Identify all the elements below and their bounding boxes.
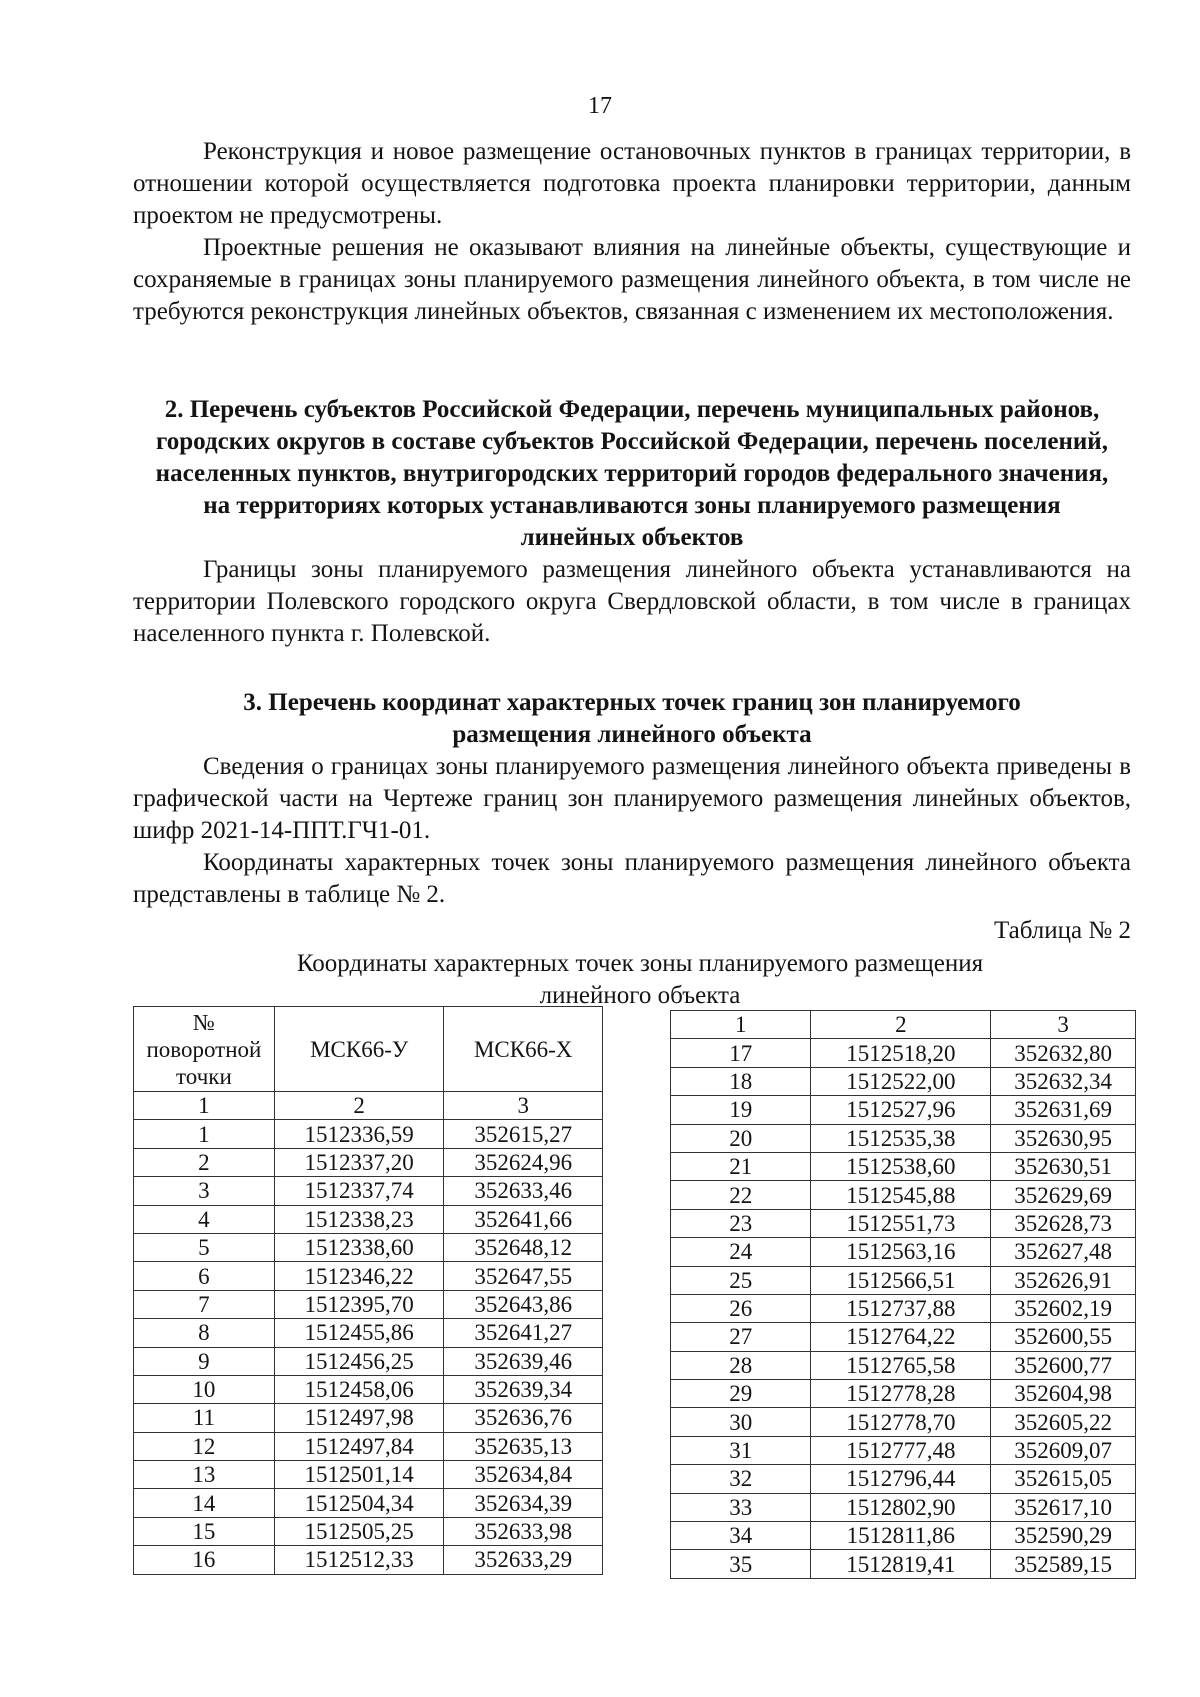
header-x: МСК66-Х <box>444 1007 603 1092</box>
table-row <box>671 1465 1136 1493</box>
table-row <box>134 1375 603 1403</box>
y-coordinate-cell: 1512337,20 <box>274 1148 444 1176</box>
y-coordinate-cell: 1512497,84 <box>274 1432 444 1460</box>
x-coordinate-cell: 352605,22 <box>991 1408 1136 1436</box>
point-number-cell: 27 <box>671 1323 811 1351</box>
point-number-cell: 11 <box>134 1404 275 1432</box>
y-coordinate-cell: 1512527,96 <box>811 1096 991 1124</box>
column-number: 3 <box>991 1011 1136 1039</box>
section-3-heading: 3. Перечень координат характерных точек границ зон планируемого размещения линейного объекта <box>243 689 1021 748</box>
x-coordinate-cell: 352639,46 <box>444 1347 603 1375</box>
point-number-cell: 4 <box>134 1205 275 1233</box>
page-number: 17 <box>588 93 612 119</box>
y-coordinate-cell: 1512497,98 <box>274 1404 444 1432</box>
table-row <box>134 1489 603 1517</box>
point-number-cell: 17 <box>671 1039 811 1067</box>
y-coordinate-cell: 1512737,88 <box>811 1294 991 1322</box>
y-coordinate-cell: 1512819,41 <box>811 1550 991 1578</box>
x-coordinate-cell: 352615,05 <box>991 1465 1136 1493</box>
intro-section <box>133 136 1131 328</box>
point-number-cell: 15 <box>134 1517 275 1545</box>
table-row <box>671 1522 1136 1550</box>
y-coordinate-cell: 1512338,60 <box>274 1233 444 1261</box>
y-coordinate-cell: 1512811,86 <box>811 1522 991 1550</box>
x-coordinate-cell: 352636,76 <box>444 1404 603 1432</box>
point-number-cell: 25 <box>671 1266 811 1294</box>
coordinates-table-left <box>133 1006 603 1575</box>
table-row <box>671 1323 1136 1351</box>
point-number-cell: 9 <box>134 1347 275 1375</box>
header-point: № поворотной точки <box>134 1007 275 1092</box>
point-number-cell: 19 <box>671 1096 811 1124</box>
point-number-cell: 23 <box>671 1209 811 1237</box>
table-row <box>671 1266 1136 1294</box>
x-coordinate-cell: 352639,34 <box>444 1375 603 1403</box>
point-number-cell: 21 <box>671 1152 811 1180</box>
x-coordinate-cell: 352590,29 <box>991 1522 1136 1550</box>
y-coordinate-cell: 1512764,22 <box>811 1323 991 1351</box>
table-row <box>671 1294 1136 1322</box>
column-number: 1 <box>134 1092 275 1120</box>
table-title-line-2: линейного объекта <box>539 982 741 1009</box>
point-number-cell: 13 <box>134 1461 275 1489</box>
y-coordinate-cell: 1512518,20 <box>811 1039 991 1067</box>
coordinates-table-right <box>670 1010 1136 1579</box>
x-coordinate-cell: 352632,34 <box>991 1067 1136 1095</box>
y-coordinate-cell: 1512522,00 <box>811 1067 991 1095</box>
y-coordinate-cell: 1512765,58 <box>811 1351 991 1379</box>
x-coordinate-cell: 352628,73 <box>991 1209 1136 1237</box>
column-number: 2 <box>274 1092 444 1120</box>
x-coordinate-cell: 352648,12 <box>444 1233 603 1261</box>
point-number-cell: 5 <box>134 1233 275 1261</box>
y-coordinate-cell: 1512563,16 <box>811 1238 991 1266</box>
x-coordinate-cell: 352604,98 <box>991 1380 1136 1408</box>
y-coordinate-cell: 1512504,34 <box>274 1489 444 1517</box>
x-coordinate-cell: 352609,07 <box>991 1436 1136 1464</box>
x-coordinate-cell: 352634,84 <box>444 1461 603 1489</box>
table-label: Таблица № 2 <box>993 917 1131 944</box>
table-row <box>671 1550 1136 1578</box>
point-number-cell: 14 <box>134 1489 275 1517</box>
table-row <box>671 1181 1136 1209</box>
table-row <box>671 1436 1136 1464</box>
table-title-line-1: Координаты характерных точек зоны планируемого размещения <box>296 950 984 977</box>
section-2-heading: 2. Перечень субъектов Российской Федерации, перечень муниципальных районов, городских округов в составе субъектов Российской Федерации, перечень поселений, населенных пунктов, внутригородских территорий городов федерального значения, на территориях которых устанавливаются зоны планируемого размещения линейных объектов <box>155 396 1109 551</box>
x-coordinate-cell: 352633,29 <box>444 1546 603 1574</box>
y-coordinate-cell: 1512512,33 <box>274 1546 444 1574</box>
x-coordinate-cell: 352624,96 <box>444 1148 603 1176</box>
x-coordinate-cell: 352600,55 <box>991 1323 1136 1351</box>
table-row <box>671 1408 1136 1436</box>
column-number-row <box>671 1011 1136 1039</box>
table-row <box>671 1039 1136 1067</box>
y-coordinate-cell: 1512346,22 <box>274 1262 444 1290</box>
y-coordinate-cell: 1512535,38 <box>811 1124 991 1152</box>
point-number-cell: 12 <box>134 1432 275 1460</box>
column-number: 3 <box>444 1092 603 1120</box>
x-coordinate-cell: 352600,77 <box>991 1351 1136 1379</box>
table-row <box>671 1380 1136 1408</box>
table-row <box>134 1319 603 1347</box>
y-coordinate-cell: 1512778,28 <box>811 1380 991 1408</box>
section-3-paragraph-1: Сведения о границах зоны планируемого размещения линейного объекта приведены в графической части на Чертеже границ зон планируемого размещения линейных объектов, шифр 2021-14-ППТ.ГЧ1-01. <box>133 753 1131 844</box>
table-row <box>134 1546 603 1574</box>
point-number-cell: 28 <box>671 1351 811 1379</box>
point-number-cell: 26 <box>671 1294 811 1322</box>
table-row <box>134 1404 603 1432</box>
table-row <box>671 1209 1136 1237</box>
point-number-cell: 2 <box>134 1148 275 1176</box>
header-y: МСК66-У <box>274 1007 444 1092</box>
table-row <box>134 1432 603 1460</box>
point-number-cell: 16 <box>134 1546 275 1574</box>
table-row <box>671 1067 1136 1095</box>
point-number-cell: 32 <box>671 1465 811 1493</box>
y-coordinate-cell: 1512538,60 <box>811 1152 991 1180</box>
y-coordinate-cell: 1512337,74 <box>274 1177 444 1205</box>
point-number-cell: 31 <box>671 1436 811 1464</box>
x-coordinate-cell: 352633,46 <box>444 1177 603 1205</box>
x-coordinate-cell: 352615,27 <box>444 1120 603 1148</box>
section-3 <box>133 687 1131 911</box>
y-coordinate-cell: 1512505,25 <box>274 1517 444 1545</box>
column-number-row <box>134 1092 603 1120</box>
table-row <box>671 1152 1136 1180</box>
y-coordinate-cell: 1512456,25 <box>274 1347 444 1375</box>
header-row <box>134 1007 603 1092</box>
point-number-cell: 1 <box>134 1120 275 1148</box>
table-row <box>134 1177 603 1205</box>
point-number-cell: 10 <box>134 1375 275 1403</box>
table-row <box>671 1096 1136 1124</box>
y-coordinate-cell: 1512336,59 <box>274 1120 444 1148</box>
y-coordinate-cell: 1512802,90 <box>811 1493 991 1521</box>
point-number-cell: 30 <box>671 1408 811 1436</box>
table-row <box>134 1290 603 1318</box>
table-row <box>134 1233 603 1261</box>
point-number-cell: 8 <box>134 1319 275 1347</box>
point-number-cell: 34 <box>671 1522 811 1550</box>
y-coordinate-cell: 1512778,70 <box>811 1408 991 1436</box>
x-coordinate-cell: 352641,27 <box>444 1319 603 1347</box>
x-coordinate-cell: 352632,80 <box>991 1039 1136 1067</box>
x-coordinate-cell: 352602,19 <box>991 1294 1136 1322</box>
point-number-cell: 35 <box>671 1550 811 1578</box>
table-row <box>671 1124 1136 1152</box>
column-number: 1 <box>671 1011 811 1039</box>
x-coordinate-cell: 352631,69 <box>991 1096 1136 1124</box>
y-coordinate-cell: 1512458,06 <box>274 1375 444 1403</box>
point-number-cell: 24 <box>671 1238 811 1266</box>
table-row <box>134 1517 603 1545</box>
x-coordinate-cell: 352647,55 <box>444 1262 603 1290</box>
x-coordinate-cell: 352626,91 <box>991 1266 1136 1294</box>
point-number-cell: 6 <box>134 1262 275 1290</box>
point-number-cell: 29 <box>671 1380 811 1408</box>
x-coordinate-cell: 352634,39 <box>444 1489 603 1517</box>
table-row <box>134 1120 603 1148</box>
x-coordinate-cell: 352629,69 <box>991 1181 1136 1209</box>
intro-paragraph-2: Проектные решения не оказывают влияния на линейные объекты, существующие и сохраняемые в границах зоны планируемого размещения линейного объекта, в том числе не требуются реконструкция линейных объектов, связанная с изменением их местоположения. <box>133 234 1131 325</box>
point-number-cell: 20 <box>671 1124 811 1152</box>
point-number-cell: 33 <box>671 1493 811 1521</box>
point-number-cell: 18 <box>671 1067 811 1095</box>
x-coordinate-cell: 352630,51 <box>991 1152 1136 1180</box>
intro-paragraph-1: Реконструкция и новое размещение остановочных пунктов в границах территории, в отношении которой осуществляется подготовка проекта планировки территории, данным проектом не предусмотрены. <box>133 138 1131 229</box>
x-coordinate-cell: 352635,13 <box>444 1432 603 1460</box>
table-row <box>134 1148 603 1176</box>
table-row <box>134 1461 603 1489</box>
x-coordinate-cell: 352641,66 <box>444 1205 603 1233</box>
table-row <box>671 1238 1136 1266</box>
point-number-cell: 22 <box>671 1181 811 1209</box>
y-coordinate-cell: 1512777,48 <box>811 1436 991 1464</box>
x-coordinate-cell: 352627,48 <box>991 1238 1136 1266</box>
y-coordinate-cell: 1512338,23 <box>274 1205 444 1233</box>
table-title <box>200 948 1080 1012</box>
table-row <box>671 1493 1136 1521</box>
x-coordinate-cell: 352633,98 <box>444 1517 603 1545</box>
y-coordinate-cell: 1512395,70 <box>274 1290 444 1318</box>
table-row <box>134 1262 603 1290</box>
table-row <box>134 1347 603 1375</box>
y-coordinate-cell: 1512566,51 <box>811 1266 991 1294</box>
x-coordinate-cell: 352630,95 <box>991 1124 1136 1152</box>
section-2 <box>133 394 1131 650</box>
y-coordinate-cell: 1512545,88 <box>811 1181 991 1209</box>
y-coordinate-cell: 1512501,14 <box>274 1461 444 1489</box>
table-row <box>134 1205 603 1233</box>
y-coordinate-cell: 1512551,73 <box>811 1209 991 1237</box>
point-number-cell: 3 <box>134 1177 275 1205</box>
x-coordinate-cell: 352589,15 <box>991 1550 1136 1578</box>
table-row <box>671 1351 1136 1379</box>
section-2-paragraph: Границы зоны планируемого размещения линейного объекта устанавливаются на территории Полевского городского округа Свердловской области, в том числе в границах населенного пункта г. Полевской. <box>133 556 1131 647</box>
x-coordinate-cell: 352617,10 <box>991 1493 1136 1521</box>
section-3-paragraph-2: Координаты характерных точек зоны планируемого размещения линейного объекта представлены в таблице № 2. <box>133 849 1131 908</box>
column-number: 2 <box>811 1011 991 1039</box>
y-coordinate-cell: 1512455,86 <box>274 1319 444 1347</box>
x-coordinate-cell: 352643,86 <box>444 1290 603 1318</box>
point-number-cell: 7 <box>134 1290 275 1318</box>
y-coordinate-cell: 1512796,44 <box>811 1465 991 1493</box>
